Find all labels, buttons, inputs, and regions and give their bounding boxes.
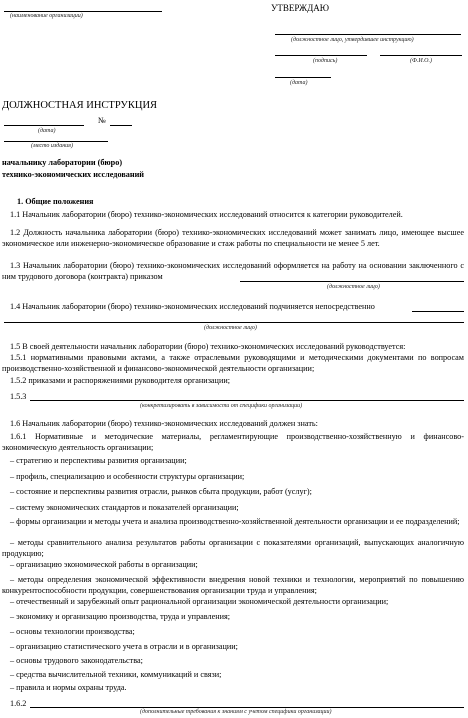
list-item: – методы определения экономической эффективности внедрения новой техники и технологии, мероприятий по повышению конкурентоспособности продукции, совершенствования организации труда и управления; bbox=[2, 575, 464, 595]
p1-6-2-fill-line[interactable] bbox=[30, 707, 464, 708]
p1-4-fill-line-a[interactable] bbox=[412, 311, 464, 312]
org-name-line[interactable] bbox=[4, 11, 162, 12]
list-item: – отечественный и зарубежный опыт рациональной организации экономической деятельности организации; bbox=[10, 597, 389, 606]
paragraph-1-5: 1.5 В своей деятельности начальник лаборатории (бюро) технико-экономических исследований руководствуется: bbox=[10, 342, 406, 351]
p1-4-fill-line-b[interactable] bbox=[4, 322, 464, 323]
place-line[interactable] bbox=[4, 141, 108, 142]
p1-5-3-caption: (конкретизировать в зависимости от специфики организации) bbox=[140, 403, 303, 409]
paragraph-1-5-2: 1.5.2 приказами и распоряжениями руководителя организации; bbox=[10, 376, 230, 385]
list-item: – организацию статистического учета в отрасли и в организации; bbox=[10, 642, 238, 651]
fio-line[interactable] bbox=[380, 55, 462, 56]
fio-caption: (Ф.И.О.) bbox=[410, 58, 432, 64]
paragraph-1-6-1: 1.6.1 Нормативные и методические материалы, регламентирующие производственно-хозяйственную и финансово-экономическую деятельность организации; bbox=[2, 432, 464, 452]
list-item: – стратегию и перспективы развития организации; bbox=[10, 456, 187, 465]
list-item: – методы сравнительного анализа результатов работы организации с показателями организаций, выпускающих аналогичную продукцию; bbox=[2, 538, 464, 558]
signature-line[interactable] bbox=[275, 55, 367, 56]
org-name-caption: (наименование организации) bbox=[10, 13, 83, 19]
list-item: – правила и нормы охраны труда. bbox=[10, 683, 127, 692]
signature-caption: (подпись) bbox=[313, 58, 338, 64]
list-item: – основы технологии производства; bbox=[10, 627, 135, 636]
number-sign: № bbox=[98, 116, 106, 125]
doc-date-line[interactable] bbox=[4, 125, 84, 126]
p1-4-caption: (должностное лицо) bbox=[204, 325, 257, 331]
list-item: – систему экономических стандартов и показателей организации; bbox=[10, 503, 239, 512]
subject-line-1: начальнику лаборатории (бюро) bbox=[2, 158, 123, 167]
paragraph-1-1: 1.1 Начальник лаборатории (бюро) технико-экономических исследований относится к категории руководителей. bbox=[10, 210, 403, 219]
list-item: – формы организации и методы учета и анализа производственно-хозяйственной деятельности организации и ее подразделений; bbox=[10, 517, 460, 526]
list-item: – экономику и организацию производства, труда и управления; bbox=[10, 612, 231, 621]
p1-6-2-caption: (дополнительные требования к знаниям с учетом специфики организации) bbox=[140, 709, 332, 715]
paragraph-1-6: 1.6 Начальник лаборатории (бюро) технико-экономических исследований должен знать: bbox=[10, 419, 318, 428]
approve-label: УТВЕРЖДАЮ bbox=[271, 3, 330, 13]
subject-line-2: технико-экономических исследований bbox=[2, 170, 145, 179]
paragraph-1-5-1: 1.5.1 нормативными правовыми актами, а также отраслевыми руководящими и методическими документами по вопросам производственно-хозяйственной и финансово-экономической деятельности организации; bbox=[2, 353, 464, 373]
list-item: – основы трудового законодательства; bbox=[10, 656, 143, 665]
paragraph-1-6-2: 1.6.2 bbox=[10, 699, 27, 708]
approver-position-line[interactable] bbox=[275, 34, 461, 35]
doc-date-caption: (дата) bbox=[38, 128, 56, 134]
paragraph-1-3: 1.3 Начальник лаборатории (бюро) технико-экономических исследований оформляется на работу на основании заключенного с ним трудового договора (контракта) приказом bbox=[2, 261, 464, 281]
paragraph-1-2: 1.2 Должность начальника лаборатории (бюро) технико-экономических исследований может занимать лицо, имеющее высшее экономическое или инженерно-экономическое образование и стаж работы по специальности не менее 5 лет. bbox=[2, 228, 464, 248]
section-heading: 1. Общие положения bbox=[17, 197, 94, 206]
doc-number-line[interactable] bbox=[110, 125, 132, 126]
approval-date-caption: (дата) bbox=[290, 80, 308, 86]
paragraph-1-4: 1.4 Начальник лаборатории (бюро) технико-экономических исследований подчиняется непосредственно bbox=[10, 302, 375, 311]
p1-3-caption: (должностное лицо) bbox=[327, 284, 380, 290]
list-item: – средства вычислительной техники, коммуникаций и связи; bbox=[10, 670, 222, 679]
document-title: ДОЛЖНОСТНАЯ ИНСТРУКЦИЯ bbox=[2, 100, 158, 111]
list-item: – организацию экономической работы в организации; bbox=[10, 560, 198, 569]
list-item: – состояние и перспективы развития отрасли, рынков сбыта продукции, работ (услуг); bbox=[10, 487, 312, 496]
approval-date-line[interactable] bbox=[275, 77, 331, 78]
approver-position-caption: (должностное лицо, утвердившее инструкцию) bbox=[291, 37, 414, 43]
paragraph-1-5-3: 1.5.3 bbox=[10, 392, 27, 401]
p1-3-fill-line[interactable] bbox=[240, 281, 464, 282]
p1-5-3-fill-line[interactable] bbox=[30, 400, 464, 401]
list-item: – профиль, специализацию и особенности структуры организации; bbox=[10, 472, 245, 481]
place-caption: (место издания) bbox=[31, 143, 73, 149]
